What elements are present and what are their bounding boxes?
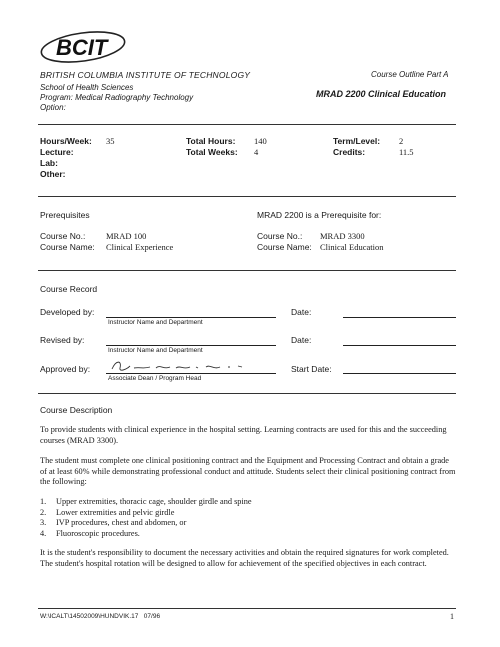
list-item-number: 3.	[40, 518, 47, 527]
institution-name: BRITISH COLUMBIA INSTITUTE OF TECHNOLOGY	[40, 70, 251, 80]
developed-by-signature-line[interactable]	[106, 317, 276, 318]
revised-date-line[interactable]	[343, 345, 456, 346]
developed-date-label: Date:	[291, 307, 312, 317]
other-label: Other:	[40, 169, 66, 179]
total-weeks-label: Total Weeks:	[186, 147, 238, 157]
right-course-no-label: Course No.:	[257, 231, 303, 241]
description-paragraph-1: To provide students with clinical experience in the hospital setting. Learning contracts are used for this and the succeeding courses (MRAD 3300).	[40, 425, 447, 445]
footer-document-code: W:\ICALT\14502009\HUNDVIK.17 07/96	[40, 613, 161, 620]
list-item	[40, 518, 456, 529]
total-weeks-value: 4	[254, 147, 259, 157]
start-date-line[interactable]	[343, 373, 456, 374]
contract-list	[40, 497, 456, 539]
bcit-logo	[38, 28, 128, 68]
list-item	[40, 497, 456, 508]
left-course-name-label: Course Name:	[40, 242, 95, 252]
prereq-divider	[38, 270, 456, 271]
start-date-label: Start Date:	[291, 364, 332, 374]
revised-by-label: Revised by:	[40, 335, 85, 345]
list-item-text: Fluoroscopic procedures.	[56, 528, 140, 538]
right-course-no-value: MRAD 3300	[320, 231, 365, 241]
header-divider	[38, 124, 456, 125]
left-course-no-value: MRAD 100	[106, 231, 147, 241]
logo-text: BCIT	[56, 35, 108, 60]
option-label: Option:	[40, 103, 66, 112]
developed-by-label: Developed by:	[40, 307, 95, 317]
course-description-heading: Course Description	[40, 405, 113, 415]
approved-by-caption: Associate Dean / Program Head	[108, 375, 202, 382]
revised-by-signature-line[interactable]	[106, 345, 276, 346]
term-level-value: 2	[399, 136, 404, 146]
lecture-label: Lecture:	[40, 147, 74, 157]
approver-signature	[110, 358, 250, 374]
footer-divider	[38, 608, 456, 609]
right-course-name-label: Course Name:	[257, 242, 312, 252]
record-divider	[38, 393, 456, 394]
prerequisite-for-heading: MRAD 2200 is a Prerequisite for:	[257, 210, 382, 220]
left-course-name-value: Clinical Experience	[106, 242, 174, 252]
credits-value: 11.5	[399, 147, 414, 157]
developed-date-line[interactable]	[343, 317, 456, 318]
revised-by-caption: Instructor Name and Department	[108, 347, 203, 354]
lab-label: Lab:	[40, 158, 58, 168]
list-item-text: Upper extremities, thoracic cage, shoulder girdle and spine	[56, 497, 252, 506]
list-item	[40, 508, 456, 519]
term-level-label: Term/Level:	[333, 136, 381, 146]
hours-divider	[38, 196, 456, 197]
revised-date-label: Date:	[291, 335, 312, 345]
list-item-text: Lower extremities and pelvic girdle	[56, 507, 175, 517]
school-name: School of Health Sciences	[40, 83, 134, 92]
hours-week-label: Hours/Week:	[40, 136, 92, 146]
outline-part: Course Outline Part A	[371, 70, 449, 79]
course-record-heading: Course Record	[40, 284, 98, 294]
total-hours-label: Total Hours:	[186, 136, 236, 146]
list-item-number: 1.	[40, 497, 47, 506]
description-paragraph-3: It is the student's responsibility to document the necessary activities and obtain the required signatures for work completed. The student's hospital rotation will be designed to allow for achievement of the specified objectives in each contract.	[40, 548, 449, 568]
hours-week-value: 35	[106, 136, 115, 146]
course-title: MRAD 2200 Clinical Education	[316, 89, 447, 99]
list-item-text: IVP procedures, chest and abdomen, or	[56, 518, 187, 527]
right-course-name-value: Clinical Education	[320, 242, 384, 252]
description-paragraph-2: The student must complete one clinical positioning contract and the Equipment and Processing Contract and obtain a grade of at least 60% while demonstrating professional conduct and attitude. Students select their clinical positioning contract from the following:	[40, 456, 456, 486]
page-number: 1	[450, 612, 454, 621]
approved-by-signature-line[interactable]	[106, 373, 276, 374]
list-item-number: 2.	[40, 507, 47, 517]
prerequisites-heading: Prerequisites	[40, 210, 90, 220]
approved-by-label: Approved by:	[40, 364, 91, 374]
developed-by-caption: Instructor Name and Department	[108, 319, 203, 326]
program-name: Program: Medical Radiography Technology	[40, 93, 194, 102]
credits-label: Credits:	[333, 147, 366, 157]
left-course-no-label: Course No.:	[40, 231, 86, 241]
list-item-number: 4.	[40, 528, 47, 538]
list-item	[40, 529, 456, 540]
total-hours-value: 140	[254, 136, 267, 146]
